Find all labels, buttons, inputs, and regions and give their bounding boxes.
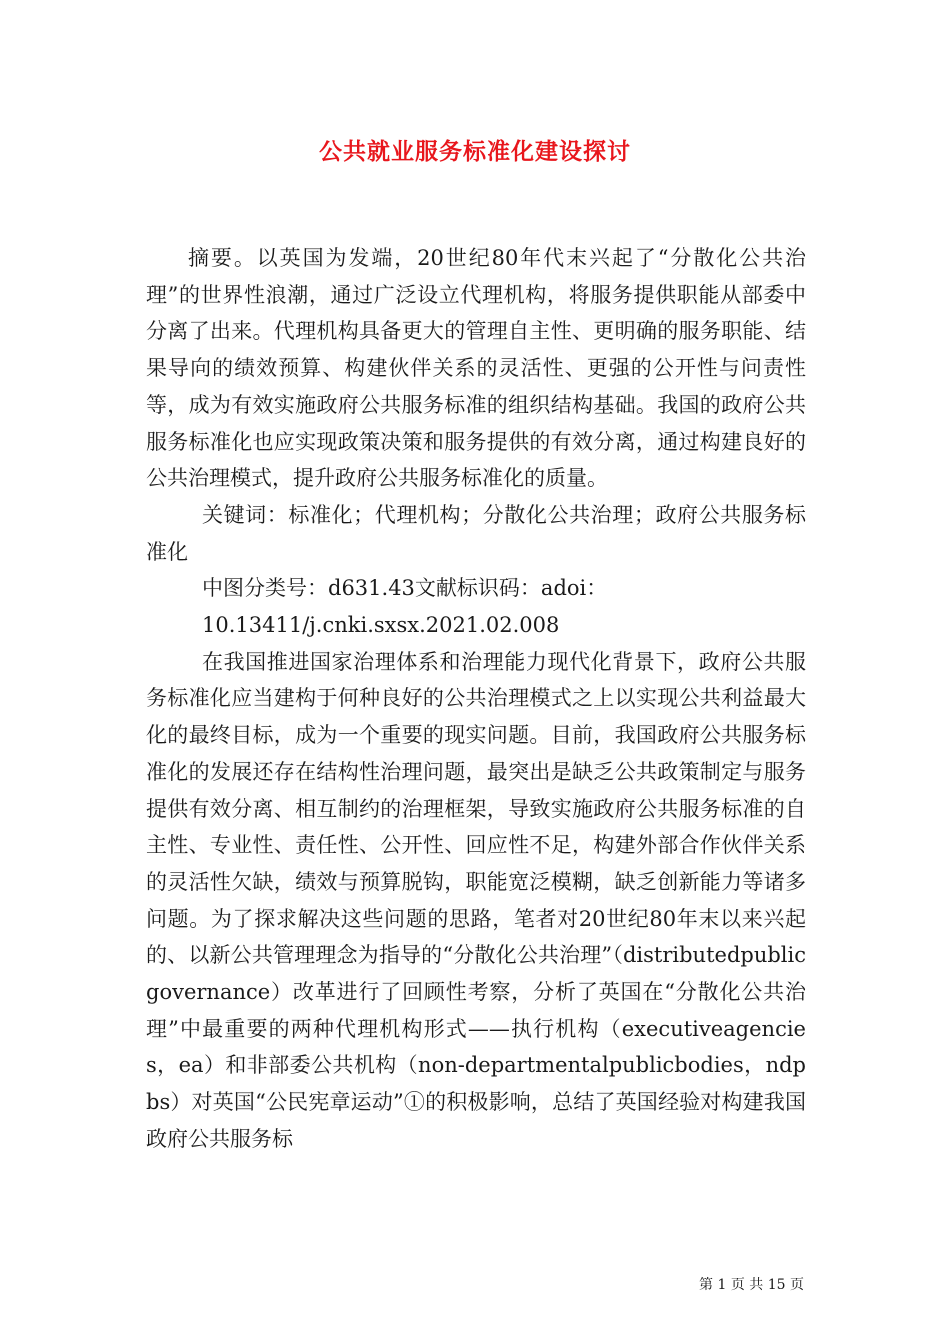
abstract-paragraph: 摘要。以英国为发端，20世纪80年代末兴起了“分散化公共治理”的世界性浪潮，通过广泛设立代理机构，将服务提供职能从部委中分离了出来。代理机构具备更大的管理自主性、更明确的服务职能、结果导向的绩效预算、构建伙伴关系的灵活性、更强的公开性与问责性等，成为有效实施政府公共服务标准的组织结构基础。我国的政府公共服务标准化也应实现政策决策和服务提供的有效分离，通过构建良好的公共治理模式，提升政府公共服务标准化的质量。 bbox=[146, 246, 806, 491]
keywords-paragraph: 关键词：标准化；代理机构；分散化公共治理；政府公共服务标准化 bbox=[146, 502, 806, 564]
document-title: 公共就业服务标准化建设探讨 bbox=[319, 138, 631, 165]
body-paragraph: 在我国推进国家治理体系和治理能力现代化背景下，政府公共服务标准化应当建构于何种良好的公共治理模式之上以实现公共利益最大化的最终目标，成为一个重要的现实问题。目前，我国政府公共服务标准化的发展还存在结构性治理问题，最突出是缺乏公共政策制定与服务提供有效分离、相互制约的治理框架，导致实施政府公共服务标准的自主性、专业性、责任性、公开性、回应性不足，构建外部合作伙伴关系的灵活性欠缺，绩效与预算脱钩，职能宽泛模糊，缺乏创新能力等诸多问题。为了探求解决这些问题的思路，笔者对20世纪80年末以来兴起的、以新公共管理理念为指导的“分散化公共治理”（distributedpublicgovernance）改革进行了回顾性考察，分析了英国在“分散化公共治理”中最重要的两种代理机构形式——执行机构（executiveagencies，ea）和非部委公共机构（non-departmentalpublicbodies，ndpbs）对英国“公民宪章运动”①的积极影响，总结了英国经验对构建我国政府公共服务标 bbox=[146, 649, 806, 1151]
page-number-footer: 第 1 页 共 15 页 bbox=[699, 1277, 804, 1293]
document-body bbox=[146, 240, 806, 1158]
classification-paragraph: 中图分类号：d631.43文献标识码：adoi： bbox=[202, 576, 608, 601]
doi-paragraph: 10.13411/j.cnki.sxsx.2021.02.008 bbox=[202, 613, 560, 638]
